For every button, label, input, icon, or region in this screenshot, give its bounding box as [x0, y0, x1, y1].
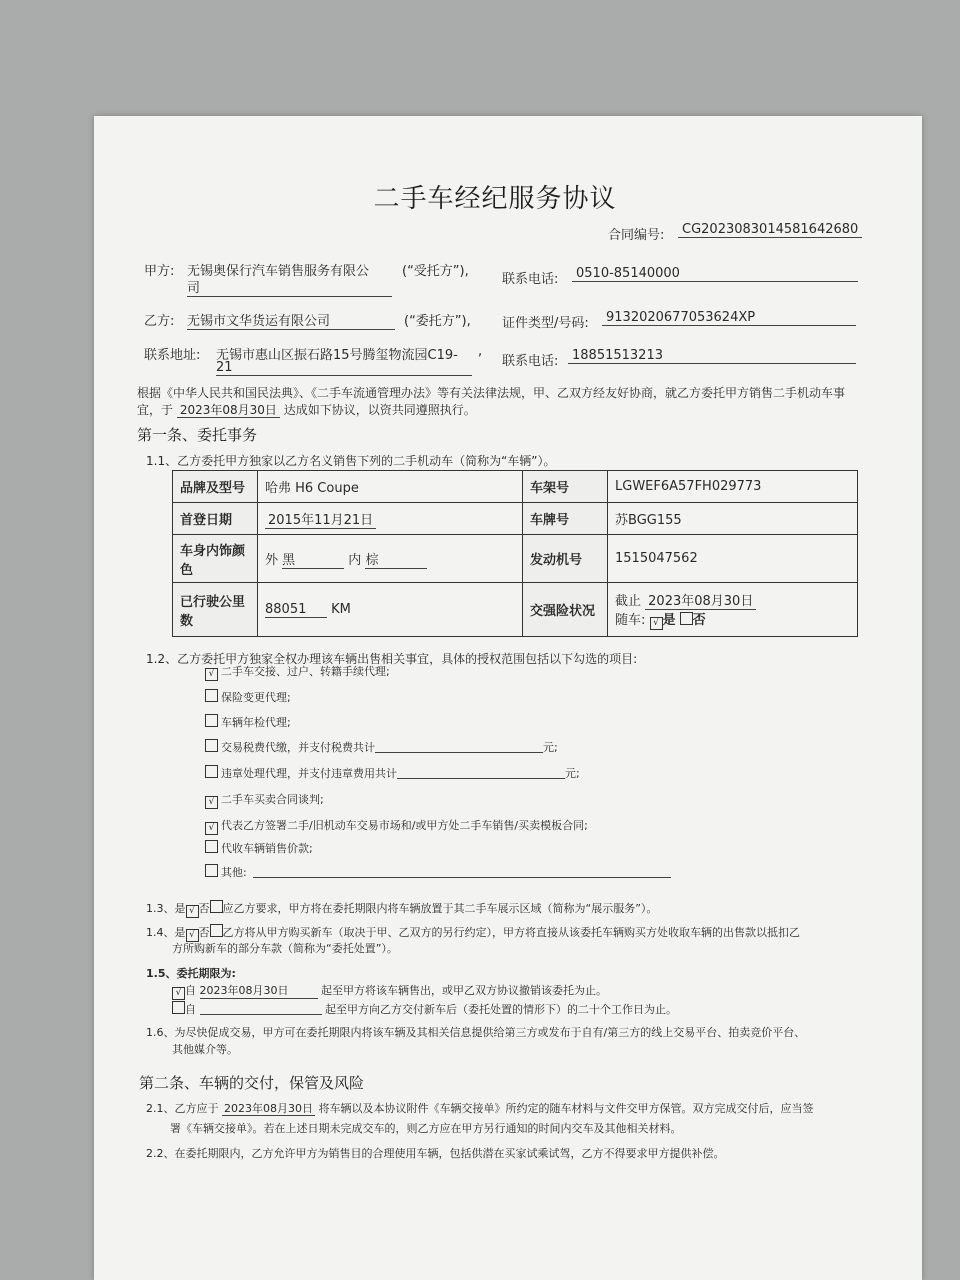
option-label: 二手车交接、过户、转籍手续代理; — [221, 665, 390, 678]
term-option-2: 自 起至甲方向乙方交付新车后（委托处置的情形下）的二十个工作日为止。 — [172, 1001, 677, 1017]
party-b-name: 无锡市文华货运有限公司 — [187, 310, 395, 330]
engine-value: 1515047562 — [608, 535, 858, 583]
party-a-name-line2: 司 — [187, 277, 392, 297]
option-checkbox[interactable]: √ — [205, 668, 218, 681]
option-label: 车辆年检代理; — [221, 716, 291, 729]
option-checkbox[interactable] — [205, 739, 218, 752]
vehicle-table — [172, 470, 858, 637]
party-a-phone: 0510-85140000 — [572, 266, 858, 282]
exterior-color: 黑 — [282, 549, 344, 569]
clause-1-6-line1: 1.6、为尽快促成交易，甲方可在委托期限内将该车辆及其相关信息提供给第三方或发布于自有/第三方的线上交易平台、拍卖竞价平台、 — [146, 1026, 806, 1039]
authorization-option — [205, 663, 390, 681]
party-a-name-line1: 无锡奥保行汽车销售服务有限公 — [187, 264, 370, 279]
party-a-label: 甲方: — [144, 264, 175, 279]
clause-1-4-yes-checkbox[interactable]: √ — [186, 929, 199, 942]
engine-label: 发动机号 — [523, 535, 608, 583]
section2-title: 第二条、车辆的交付，保管及风险 — [139, 1074, 365, 1092]
reg-date-label: 首登日期 — [173, 503, 258, 535]
authorization-option — [205, 817, 588, 835]
authorization-option — [205, 714, 291, 730]
mileage-unit: KM — [331, 601, 351, 617]
option-checkbox[interactable] — [205, 765, 218, 778]
option-label: 其他: — [221, 866, 247, 879]
term-option-2-blank — [200, 1002, 322, 1015]
option-label: 违章处理代理，并支付违章费用共计 — [221, 767, 397, 780]
insurance-cell: 截止 2023年08月30日 随车: √ 是 否 — [608, 583, 858, 637]
clause-1-3-no-checkbox[interactable] — [210, 900, 223, 913]
clause-1-1: 1.1、乙方委托甲方独家以乙方名义销售下列的二手机动车（简称为“车辆”）。 — [146, 454, 556, 468]
brand-label: 品牌及型号 — [173, 471, 258, 503]
contract-no-label: 合同编号: — [608, 228, 665, 243]
authorization-option — [205, 791, 324, 809]
option-checkbox[interactable]: √ — [205, 796, 218, 809]
plate-label: 车牌号 — [523, 503, 608, 535]
clause-1-4-line2: 方所购新车的部分车款（简称为“委托处置”）。 — [172, 942, 398, 955]
contract-no-value: CG2023083014581642680 — [678, 222, 862, 238]
option-label: 二手车买卖合同谈判; — [221, 793, 324, 806]
clause-1-4-no-checkbox[interactable] — [210, 924, 223, 937]
option-checkbox[interactable] — [205, 714, 218, 727]
amount-blank[interactable] — [397, 766, 565, 779]
vin-label: 车架号 — [523, 471, 608, 503]
party-b-label: 乙方: — [144, 314, 175, 329]
clause-2-2: 2.2、在委托期限内，乙方允许甲方为销售目的合理使用车辆，包括供潜在买家试乘试驾，乙方不得要求甲方提供补偿。 — [146, 1147, 725, 1160]
clause-1-2: 1.2、乙方委托甲方独家全权办理该车辆出售相关事宜，具体的授权范围包括以下勾选的项目: — [146, 652, 638, 666]
vin-value: LGWEF6A57FH029773 — [608, 471, 858, 503]
amount-blank[interactable] — [375, 740, 543, 753]
color-label: 车身内饰颜色 — [173, 535, 258, 583]
clause-1-5-title: 1.5、委托期限为: — [146, 967, 236, 980]
term-option-1: √ 自 2023年08月30日 起至甲方将该车辆售出，或甲乙双方协议撤销该委托为止。 — [172, 982, 607, 1000]
mileage-value: 88051 — [265, 602, 327, 618]
address-line1: 无锡市惠山区振石路15号腾玺物流园C19- — [216, 348, 458, 363]
other-blank[interactable] — [253, 865, 671, 878]
option-label: 交易税费代缴，并支付税费共计 — [221, 741, 375, 754]
clause-1-3: 1.3、是 √ 否 应乙方要求，甲方将在委托期限内将车辆放置于其二手车展示区域（简称为“展示服务”）。 — [146, 902, 658, 916]
term-start-date: 2023年08月30日 — [200, 982, 318, 999]
option-checkbox[interactable] — [205, 864, 218, 877]
option-suffix: 元; — [565, 767, 580, 780]
option-label: 保险变更代理; — [221, 691, 291, 704]
authorization-option — [205, 864, 671, 880]
interior-color: 棕 — [365, 549, 427, 569]
address-line2: 21 — [216, 360, 472, 376]
party-b-phone-label: 联系电话: — [502, 354, 559, 369]
party-b-id-label: 证件类型/号码: — [502, 316, 589, 331]
intro-line2: 宜，于 2023年08月30日 达成如下协议，以资共同遵照执行。 — [137, 403, 476, 417]
party-a-role: (“受托方”), — [402, 264, 469, 279]
party-b-role: (“委托方”), — [404, 314, 471, 329]
clause-1-4: 1.4、是 √ 否 乙方将从甲方购买新车（取决于甲、乙双方的另行约定），甲方将直接从该委托车辆购买方处收取车辆的出售款以抵扣乙 — [146, 926, 800, 940]
color-cell: 外 黑 内 棕 — [258, 535, 523, 583]
reg-date-value: 2015年11月21日 — [265, 513, 376, 529]
mileage-cell — [258, 583, 523, 637]
brand-value: 哈弗 H6 Coupe — [258, 471, 523, 503]
address-label: 联系地址: — [144, 348, 201, 363]
party-b-phone: 18851513213 — [568, 348, 856, 364]
delivery-date: 2023年08月30日 — [224, 1102, 313, 1115]
intro-line1: 根据《中华人民共和国民法典》、《二手车流通管理办法》等有关法律法规，甲、乙双方经友好协商，就乙方委托甲方销售二手机动车事 — [137, 386, 846, 400]
clause-2-1-line2: 署《车辆交接单》。若在上述日期未完成交车的，则乙方应在甲方另行通知的时间内交车及其他相关材料。 — [170, 1122, 682, 1135]
party-b-id: 9132020677053624XP — [602, 310, 856, 326]
option-suffix: 元; — [543, 741, 558, 754]
authorization-option — [205, 689, 291, 705]
document-title: 二手车经纪服务协议 — [373, 184, 617, 214]
option-checkbox[interactable]: √ — [205, 822, 218, 835]
insurance-label: 交强险状况 — [523, 583, 608, 637]
insurance-until: 2023年08月30日 — [645, 594, 756, 610]
authorization-option — [205, 840, 313, 856]
agreement-date: 2023年08月30日 — [177, 403, 280, 418]
party-a-phone-label: 联系电话: — [502, 272, 559, 287]
option-label: 代收车辆销售价款; — [221, 842, 313, 855]
option-checkbox[interactable] — [205, 689, 218, 702]
insurance-no-checkbox[interactable] — [680, 612, 693, 625]
term-option-1-checkbox[interactable]: √ — [172, 987, 185, 1000]
address-tail: , — [478, 344, 483, 359]
insurance-yes-checkbox[interactable]: √ — [650, 617, 663, 630]
plate-value: 苏BGG155 — [608, 503, 858, 535]
authorization-option — [205, 765, 580, 781]
option-checkbox[interactable] — [205, 840, 218, 853]
authorization-option — [205, 739, 558, 755]
reg-date-cell — [258, 503, 523, 535]
section1-title: 第一条、委托事务 — [137, 426, 258, 444]
term-option-2-checkbox[interactable] — [172, 1001, 185, 1014]
clause-1-6-line2: 其他媒介等。 — [172, 1043, 238, 1056]
clause-2-1: 2.1、乙方应于 2023年08月30日 将车辆以及本协议附件《车辆交接单》所约定的随车材料与文件交甲方保管。双方完成交付后，应当签 — [146, 1102, 814, 1115]
mileage-label: 已行驶公里数 — [173, 583, 258, 637]
option-label: 代表乙方签署二手/旧机动车交易市场和/或甲方处二手车销售/买卖模板合同; — [221, 819, 588, 832]
clause-1-3-yes-checkbox[interactable]: √ — [186, 905, 199, 918]
